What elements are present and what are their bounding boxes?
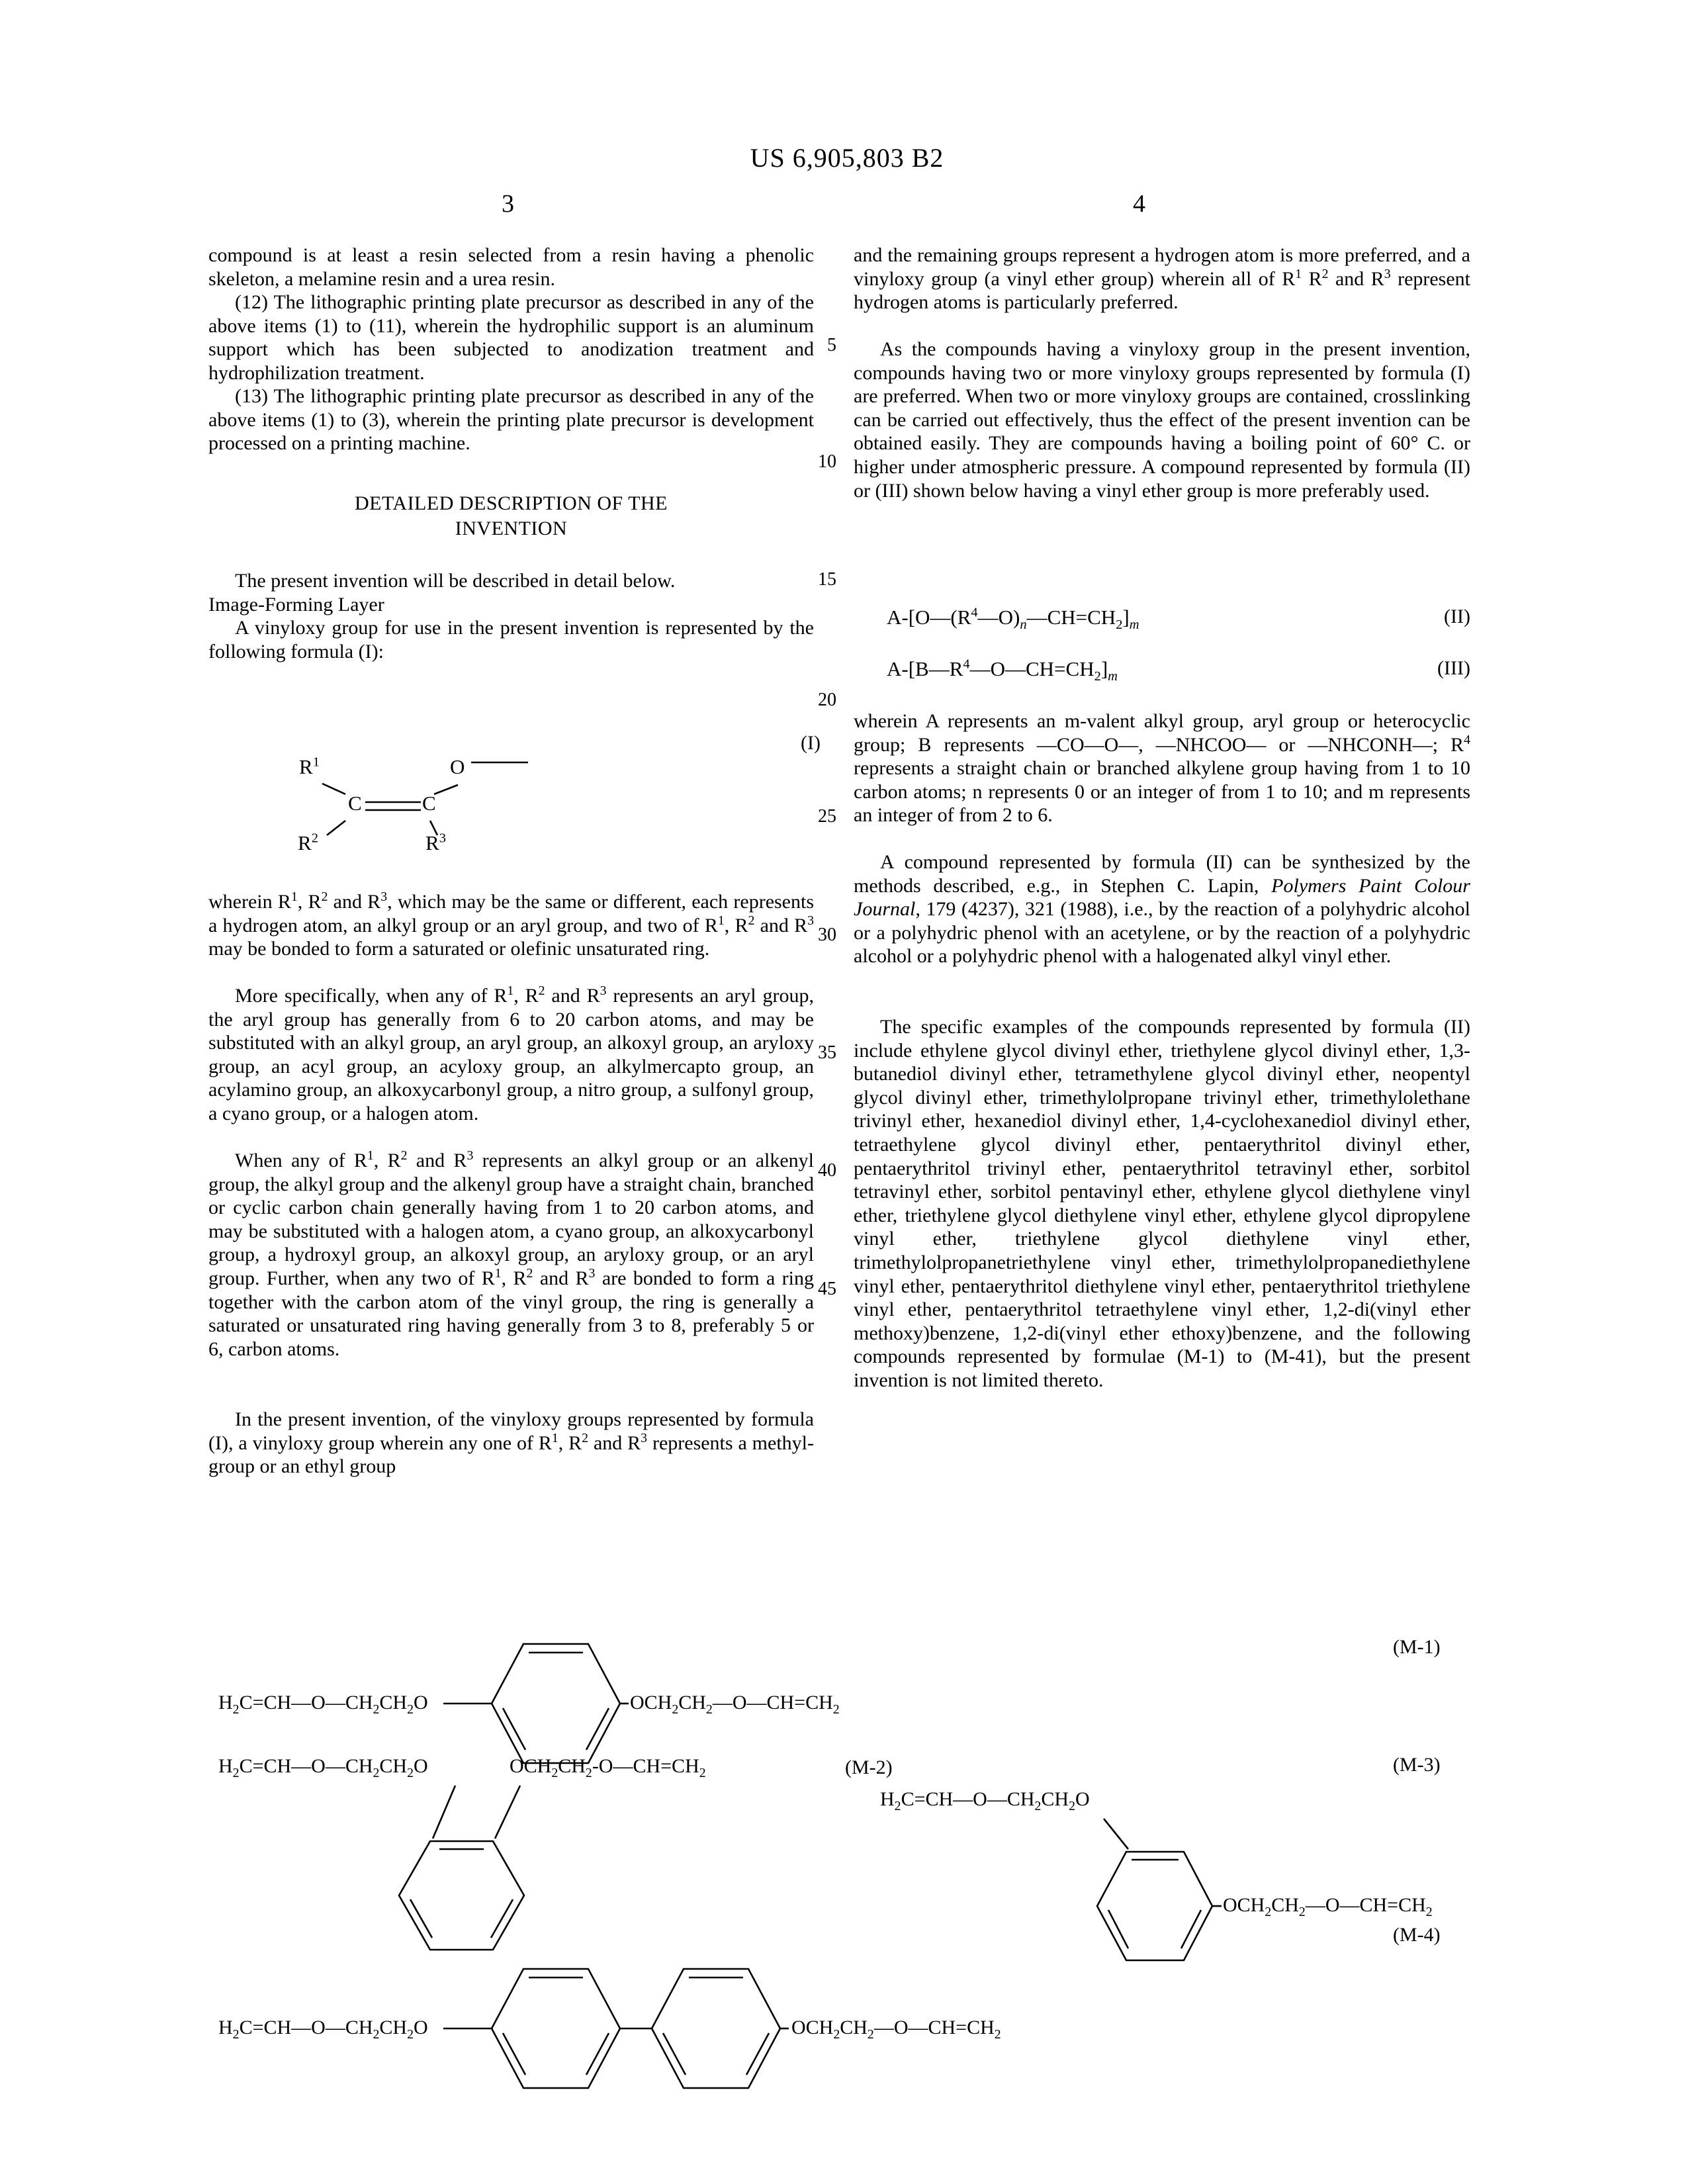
m4-left-chain: $H_2C=CH—O—CH_2CH_2O$: [218, 2017, 428, 2042]
section-heading: [208, 491, 814, 541]
line-number: 30: [818, 925, 836, 945]
m2-right-chain: $OCH_2CH_2-O—CH=CH_2$: [510, 1755, 706, 1780]
m1-right-chain: $OCH_2CH_2—O—CH=CH_2$: [630, 1692, 840, 1717]
paragraph-right-3: wherein A represents an m-valent alkyl group, aryl group or heterocyclic group; B represents —CO—O—, —NHCOO— or —NHCONH—; $R^4$ represents a straight chain or branched alkylene group having from 1 to 10 carbon atoms; n represents 0 or an integer of from 1 to 10; and m represents an integer of from 2 to 6.: [854, 710, 1470, 827]
line-number: 45: [818, 1279, 836, 1299]
paragraph-left-6: A vinyloxy group for use in the present invention is represented by the following formula (I):: [208, 617, 814, 662]
formula-1-c-left: C: [348, 792, 362, 815]
paragraph-left-4: The present invention will be described in detail below.: [235, 570, 676, 592]
m4-biphenyl-rings: [212, 1939, 1105, 2131]
paragraph-left-9: When any of $R^1$, $R^2$ and $R^3$ represents an alkyl group or an alkenyl group, the alkyl group and the alkenyl group have a straight chain, branched or cyclic carbon chain generally having from 1 to 20 carbon atoms, and may be substituted with a halogen atom, a cyano group, an alkoxycarbonyl group, a hydroxyl group, an alkoxyl group, an aryloxy group, or an aryl group. Further, when any two of $R^1$, $R^2$ and $R^3$ are bonded to form a ring together with the carbon atom of the vinyl group, the ring is generally a saturated or unsaturated ring having generally from 3 to 8, preferably 5 or 6, carbon atoms.: [208, 1148, 815, 1360]
line-number: 15: [818, 569, 836, 590]
paragraph-left-1: compound is at least a resin selected from a resin having a phenolic skeleton, a melamine resin and a urea resin.: [208, 244, 814, 290]
line-number: 25: [818, 806, 836, 827]
section-heading-text: DETAILED DESCRIPTION OF THE INVENTION: [354, 492, 668, 539]
m3-label: (M-3): [1393, 1754, 1441, 1776]
m3-top-chain: $H_2C=CH—O—CH_2CH_2O$: [880, 1788, 1090, 1813]
formula-1-o: O: [450, 755, 465, 778]
column-4-number: 4: [1133, 190, 1145, 218]
patent-number-header: US 6,905,803 B2: [750, 143, 944, 173]
m4-label: (M-4): [1393, 1924, 1441, 1946]
formula-1-r3: $R^3$: [425, 831, 446, 854]
formula-1-r2: $R^2$: [298, 831, 318, 854]
formula-3-label: (III): [1437, 657, 1470, 679]
paragraph-left-5: Image-Forming Layer: [208, 594, 384, 615]
paragraph-left-7: wherein $R^1$, $R^2$ and $R^3$, which may be the same or different, each represents a hydrogen atom, an alkyl group or an aryl group, and two of $R^1$, $R^2$ and $R^3$ may be bonded to form a saturated or olefinic unsaturated ring.: [208, 889, 815, 960]
m1-left-chain: $H_2C=CH—O—CH_2CH_2O$: [218, 1692, 428, 1717]
formula-1-label: (I): [801, 732, 821, 754]
formula-1-r1: $R^1$: [299, 754, 320, 778]
paragraph-left-8: More specifically, when any of $R^1$, $R^2$ and $R^3$ represents an aryl group, the aryl group has generally from 6 to 20 carbon atoms, and may be substituted with an alkyl group, an aryl group, an alkoxyl group, an aryloxy group, an acyl group, an acyloxy group, an alkylmercapto group, an acylamino group, an alkoxycarbonyl group, a nitro group, a sulfonyl group, a cyano group, or a halogen atom.: [208, 983, 814, 1124]
paragraph-left-10: In the present invention, of the vinyloxy groups represented by formula (I), a vinyloxy group wherein any one of $R^1$, $R^2$ and $R^3$ represents a methyl-group or an ethyl group: [208, 1408, 814, 1478]
m3-right-chain: $OCH_2CH_2—O—CH=CH_2$: [1223, 1894, 1433, 1919]
paragraph-right-4: A compound represented by formula (II) can be synthesized by the methods described, e.g., in Stephen C. Lapin, Polymers Paint Colour Journal, 179 (4237), 321 (1988), i.e., by the reaction of a polyhydric alcohol or a polyhydric phenol with an acetylene, or by the reaction of a polyhydric alcohol or a polyhydric phenol with a halogenated alkyl vinyl ether.: [854, 851, 1470, 968]
line-number: 20: [818, 690, 836, 710]
m4-right-chain: $OCH_2CH_2—O—CH=CH_2$: [791, 2017, 1001, 2042]
formula-1-bonds: [285, 741, 549, 887]
paragraph-right-2: As the compounds having a vinyloxy group in the present invention, compounds having two or more vinyloxy groups represented by formula (I) are preferred. When two or more vinyloxy groups are contained, crosslinking can be carried out effectively, thus the effect of the present invention can be obtained easily. They are compounds having a boiling point of 60° C. or higher under atmospheric pressure. A compound represented by formula (II) or (III) shown below having a vinyl ether group is more preferably used.: [854, 338, 1470, 502]
line-number: 5: [827, 335, 836, 355]
paragraph-right-1: and the remaining groups represent a hydrogen atom is more preferred, and a vinyloxy group (a vinyl ether group) wherein all of $R^1$ $R^2$ and $R^3$ represent hydrogen atoms is particularly preferred.: [854, 244, 1471, 314]
formula-3-text: $A-[B—R^4—O—CH=CH_2]_m$: [887, 657, 1118, 684]
m1-label: (M-1): [1393, 1636, 1441, 1658]
formula-2-label: (II): [1444, 606, 1470, 627]
column-3-number: 3: [502, 190, 514, 218]
paragraph-right-5: The specific examples of the compounds represented by formula (II) include ethylene glycol divinyl ether, triethylene glycol divinyl ether, 1,3-butanediol divinyl ether, tetramethylene glycol divinyl ether, neopentyl glycol divinyl ether, trimethylolpropane trivinyl ether, trimethylolethane trivinyl ether, hexanediol divinyl ether, 1,4-cyclohexanediol divinyl ether, tetraethylene glycol divinyl ether, pentaerythritol divinyl ether, pentaerythritol trivinyl ether, pentaerythritol tetravinyl ether, sorbitol tetravinyl ether, sorbitol pentavinyl ether, ethylene glycol diethylene vinyl ether, triethylene glycol diethylene vinyl ether, ethylene glycol dipropylene vinyl ether, triethylene glycol diethylene vinyl ether, trimethylolpropanetriethylene vinyl ether, trimethylolpropanediethylene vinyl ether, pentaerythritol diethylene vinyl ether, pentaerythritol triethylene vinyl ether, pentaerythritol tetraethylene vinyl ether, 1,2-di(vinyl ether methoxy)benzene, 1,2-di(vinyl ether ethoxy)benzene, and the following compounds represented by formulae (M-1) to (M-41), but the present invention is not limited thereto.: [854, 1016, 1470, 1391]
line-number: 10: [818, 451, 836, 472]
line-number: 40: [818, 1160, 836, 1181]
formula-2-text: $A-[O—(R^4—O)_n—CH=CH_2]_m$: [887, 605, 1139, 633]
formula-1-c-right: C: [422, 792, 436, 815]
paragraph-left-3: (13) The lithographic printing plate precursor as described in any of the above items (1) to (3), wherein the printing plate precursor is development processed on a printing machine.: [208, 385, 814, 455]
m2-left-chain: $H_2C=CH—O—CH_2CH_2O$: [218, 1755, 428, 1780]
m2-label: (M-2): [845, 1756, 893, 1778]
paragraph-left-2: (12) The lithographic printing plate precursor as described in any of the above items (1) to (11), wherein the hydrophilic support is an aluminum support which has been subjected to anodization treatment and hydrophilization treatment.: [208, 291, 814, 384]
line-number: 35: [818, 1042, 836, 1063]
